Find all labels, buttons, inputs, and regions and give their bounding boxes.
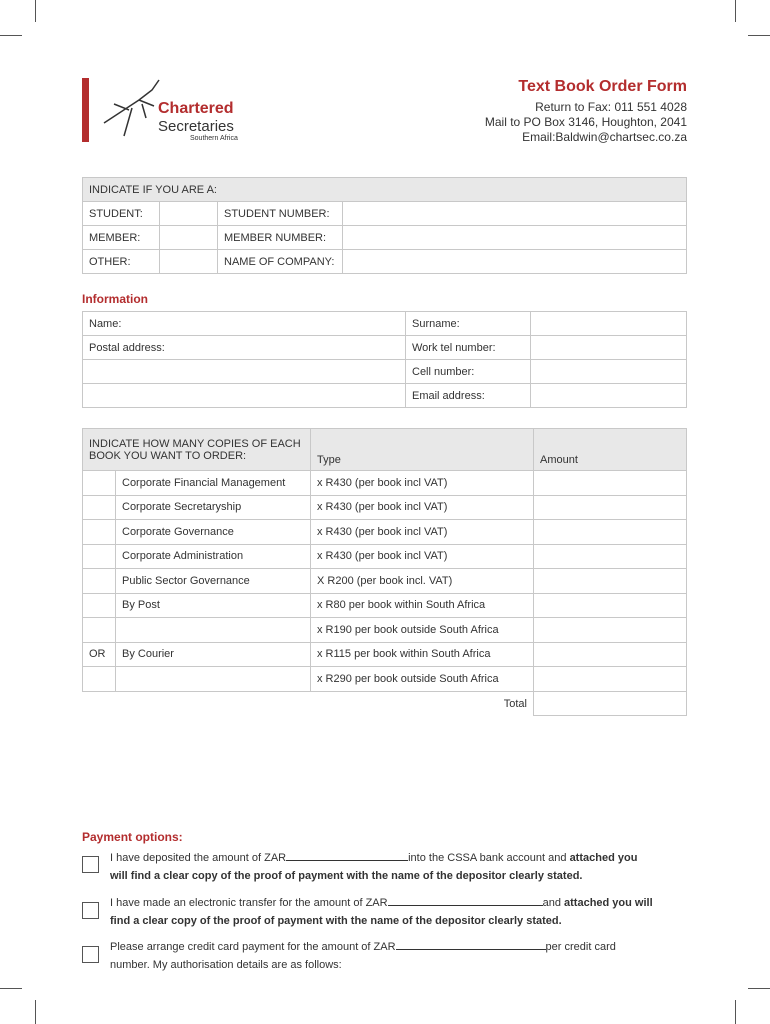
amount-input[interactable]	[534, 618, 687, 643]
postal-address-line[interactable]	[83, 360, 406, 384]
delivery-method	[116, 618, 311, 643]
book-name: Corporate Governance	[116, 520, 311, 545]
book-name: Public Sector Governance	[116, 569, 311, 594]
crop-mark	[35, 1000, 36, 1024]
crop-mark	[748, 988, 770, 989]
credit-card-checkbox[interactable]	[82, 946, 99, 963]
book-price: x R430 (per book incl VAT)	[311, 520, 534, 545]
crop-mark	[735, 1000, 736, 1024]
courier-check[interactable]	[83, 667, 116, 692]
order-heading: INDICATE HOW MANY COPIES OF EACH BOOK YOU WANT TO ORDER:	[83, 429, 311, 471]
qty-input[interactable]	[83, 544, 116, 569]
fax-line: Return to Fax: 011 551 4028	[535, 100, 687, 114]
eft-text-b: and	[542, 897, 565, 909]
logo-text-secretaries: Secretaries	[158, 118, 234, 135]
postal-address-field[interactable]: Postal address:	[83, 336, 406, 360]
qty-input[interactable]	[83, 520, 116, 545]
eft-bold-a: attached you will	[564, 897, 653, 909]
member-number-label: MEMBER NUMBER:	[218, 226, 343, 250]
other-checkbox-cell[interactable]	[160, 250, 218, 274]
delivery-price: x R80 per book within South Africa	[311, 593, 534, 618]
logo-text-chartered: Chartered	[158, 100, 234, 117]
deposit-checkbox[interactable]	[82, 856, 99, 873]
postal-address-line[interactable]	[83, 384, 406, 408]
payment-heading: Payment options:	[82, 830, 183, 844]
email-input[interactable]	[531, 384, 687, 408]
order-table	[82, 428, 687, 716]
amount-input[interactable]	[534, 520, 687, 545]
information-table	[82, 311, 687, 408]
student-checkbox-cell[interactable]	[160, 202, 218, 226]
work-tel-label: Work tel number:	[406, 336, 531, 360]
work-tel-input[interactable]	[531, 336, 687, 360]
book-name: Corporate Secretaryship	[116, 495, 311, 520]
bird-logo-icon	[94, 78, 164, 148]
cell-label: Cell number:	[406, 360, 531, 384]
crop-mark	[748, 35, 770, 36]
cc-text-a: Please arrange credit card payment for the amount of ZAR	[110, 941, 396, 953]
amount-header: Amount	[534, 429, 687, 471]
amount-input[interactable]	[534, 593, 687, 618]
student-label: STUDENT:	[83, 202, 160, 226]
surname-label: Surname:	[406, 312, 531, 336]
cell-input[interactable]	[531, 360, 687, 384]
company-name-label: NAME OF COMPANY:	[218, 250, 343, 274]
cc-text-c: number. My authorisation details are as follows:	[110, 959, 342, 971]
crop-mark	[735, 0, 736, 22]
email-line: Email:Baldwin@chartsec.co.za	[522, 130, 687, 144]
book-price: X R200 (per book incl. VAT)	[311, 569, 534, 594]
amount-input[interactable]	[534, 569, 687, 594]
student-number-label: STUDENT NUMBER:	[218, 202, 343, 226]
deposit-bold-a: attached you	[569, 852, 638, 864]
book-name: Corporate Financial Management	[116, 471, 311, 496]
book-price: x R430 (per book incl VAT)	[311, 544, 534, 569]
book-price: x R430 (per book incl VAT)	[311, 495, 534, 520]
amount-input[interactable]	[534, 544, 687, 569]
credit-card-option-text	[110, 938, 690, 974]
post-check[interactable]	[83, 593, 116, 618]
information-heading: Information	[82, 292, 148, 306]
surname-input[interactable]	[531, 312, 687, 336]
email-label: Email address:	[406, 384, 531, 408]
crop-mark	[0, 988, 22, 989]
company-name-input[interactable]	[343, 250, 687, 274]
logo-text-region: Southern Africa	[190, 135, 238, 142]
member-checkbox-cell[interactable]	[160, 226, 218, 250]
post-check[interactable]	[83, 618, 116, 643]
member-number-input[interactable]	[343, 226, 687, 250]
delivery-method	[116, 667, 311, 692]
delivery-method: By Post	[116, 593, 311, 618]
eft-text-a: I have made an electronic transfer for the amount of ZAR	[110, 897, 388, 909]
logo-bar	[82, 78, 89, 142]
amount-input[interactable]	[534, 471, 687, 496]
book-name: Corporate Administration	[116, 544, 311, 569]
eft-option-text	[110, 894, 690, 930]
total-label: Total	[503, 697, 527, 710]
cc-text-b: per credit card	[545, 941, 616, 953]
form-title: Text Book Order Form	[518, 78, 687, 95]
other-label: OTHER:	[83, 250, 160, 274]
delivery-method: By Courier	[116, 642, 311, 667]
qty-input[interactable]	[83, 495, 116, 520]
indicate-heading: INDICATE IF YOU ARE A:	[83, 178, 687, 202]
deposit-option-text	[110, 849, 690, 885]
delivery-price: x R115 per book within South Africa	[311, 642, 534, 667]
amount-input[interactable]	[534, 642, 687, 667]
name-field[interactable]: Name:	[83, 312, 406, 336]
eft-checkbox[interactable]	[82, 902, 99, 919]
deposit-bold-b: will find a clear copy of the proof of payment with the name of the depositor clearly stated.	[110, 870, 583, 882]
company-logo	[82, 78, 282, 148]
book-price: x R430 (per book incl VAT)	[311, 471, 534, 496]
delivery-price: x R190 per book outside South Africa	[311, 618, 534, 643]
crop-mark	[35, 0, 36, 22]
or-label: OR	[83, 642, 116, 667]
deposit-text-b: into the CSSA bank account and	[408, 852, 570, 864]
amount-input[interactable]	[534, 667, 687, 692]
eft-bold-b: find a clear copy of the proof of payment with the name of the depositor clearly stated.	[110, 915, 562, 927]
member-label: MEMBER:	[83, 226, 160, 250]
student-number-input[interactable]	[343, 202, 687, 226]
form-header	[485, 78, 687, 145]
cc-amount-blank[interactable]	[396, 939, 546, 950]
mail-line: Mail to PO Box 3146, Houghton, 2041	[484, 115, 687, 129]
indicate-table	[82, 177, 687, 274]
qty-input[interactable]	[83, 471, 116, 496]
deposit-text-a: I have deposited the amount of ZAR	[110, 852, 287, 864]
deposit-amount-blank[interactable]	[286, 850, 408, 861]
crop-mark	[0, 35, 22, 36]
eft-amount-blank[interactable]	[388, 895, 543, 906]
qty-input[interactable]	[83, 569, 116, 594]
total-input[interactable]	[534, 691, 687, 716]
amount-input[interactable]	[534, 495, 687, 520]
type-header: Type	[311, 429, 534, 471]
delivery-price: x R290 per book outside South Africa	[311, 667, 534, 692]
